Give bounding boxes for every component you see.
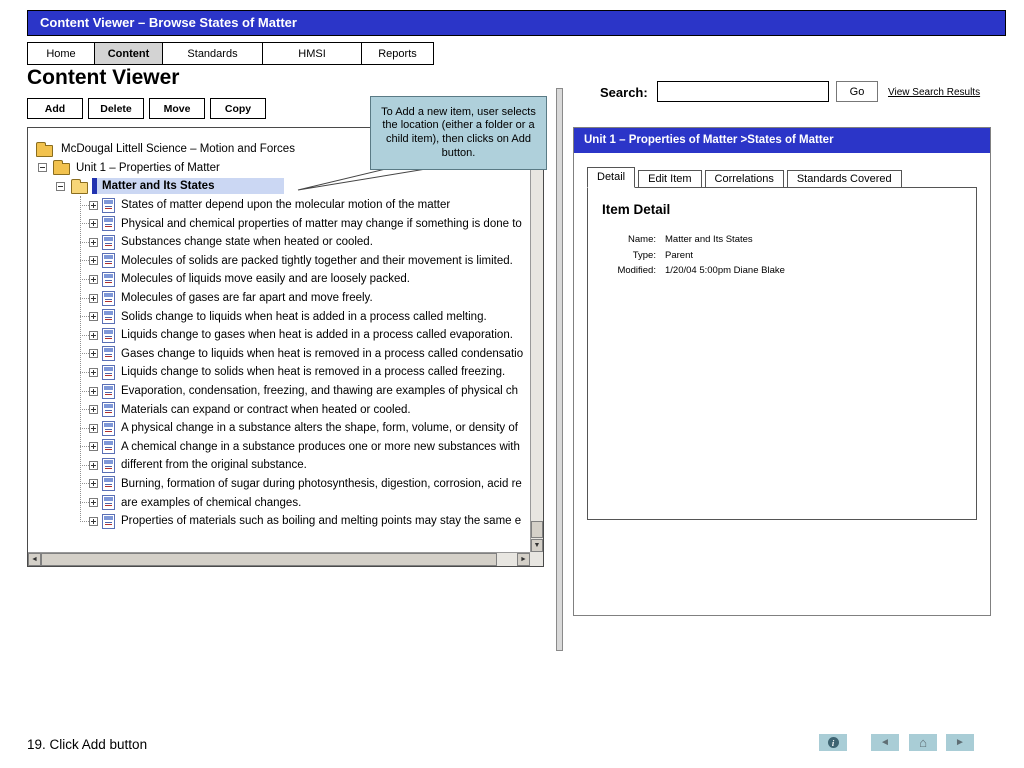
content-tree-panel	[27, 127, 544, 567]
tree-connector-stub	[80, 409, 89, 410]
scroll-right-button[interactable]: ►	[517, 553, 530, 566]
tree-item-row[interactable]	[28, 382, 530, 401]
nav-tab-bar	[27, 42, 434, 65]
tree-item-label: Solids change to liquids when heat is added in a process called melting.	[121, 310, 487, 323]
tree-item-row[interactable]	[28, 270, 530, 289]
detail-field-row	[586, 248, 785, 264]
tree-item-row[interactable]	[28, 252, 530, 271]
tab-content[interactable]: Content	[94, 42, 163, 65]
window-title: Content Viewer – Browse States of Matter	[40, 15, 297, 30]
field-value: Matter and Its States	[665, 234, 753, 246]
window-title-bar	[27, 10, 1006, 36]
expand-plus-icon[interactable]	[89, 368, 98, 377]
search-input[interactable]	[657, 81, 829, 102]
delete-button[interactable]: Delete	[88, 98, 144, 119]
folder-icon	[53, 163, 70, 175]
expand-plus-icon[interactable]	[89, 517, 98, 526]
tree-item-label: Liquids change to solids when heat is removed in a process called freezing.	[121, 366, 506, 379]
field-label: Type:	[632, 249, 656, 261]
tree-leaf-list	[28, 196, 530, 531]
tree-connector-stub	[80, 353, 89, 354]
tree-item-label: are examples of chemical changes.	[121, 496, 302, 509]
back-button[interactable]	[871, 734, 899, 751]
tree-item-label: different from the original substance.	[121, 459, 307, 472]
info-button[interactable]	[819, 734, 847, 751]
expand-plus-icon[interactable]	[89, 219, 98, 228]
expand-plus-icon[interactable]	[89, 424, 98, 433]
tree-item-row[interactable]	[28, 233, 530, 252]
horizontal-scrollbar[interactable]	[28, 552, 530, 566]
tree-item-row[interactable]	[28, 493, 530, 512]
tree-connector-stub	[80, 521, 89, 522]
add-button[interactable]: Add	[27, 98, 83, 119]
scroll-down-button[interactable]: ▼	[531, 539, 543, 552]
item-detail-title: Item Detail	[602, 202, 671, 217]
expand-plus-icon[interactable]	[89, 275, 98, 284]
tree-item-row[interactable]	[28, 326, 530, 345]
expand-plus-icon[interactable]	[89, 498, 98, 507]
tree-connector-stub	[80, 316, 89, 317]
document-icon	[102, 495, 115, 510]
expand-plus-icon[interactable]	[89, 294, 98, 303]
tree-item-label: A chemical change in a substance produces one or more new substances with	[121, 440, 520, 453]
tree-item-row[interactable]	[28, 512, 530, 531]
tree-item-label: Burning, formation of sugar during photosynthesis, digestion, corrosion, acid re	[121, 477, 522, 490]
item-detail-fields	[586, 232, 785, 279]
expand-plus-icon[interactable]	[89, 479, 98, 488]
document-icon	[102, 309, 115, 324]
detail-tab-correlations[interactable]: Correlations	[705, 170, 784, 188]
document-icon	[102, 346, 115, 361]
tree-connector-stub	[80, 279, 89, 280]
tree-item-label: Molecules of liquids move easily and are loosely packed.	[121, 273, 410, 286]
detail-field-row	[586, 263, 785, 279]
tree-connector-stub	[80, 446, 89, 447]
callout-text: To Add a new item, user selects the location (either a folder or a child item), then clicks on Add button.	[381, 105, 536, 159]
expand-plus-icon[interactable]	[89, 349, 98, 358]
search-label: Search:	[600, 85, 648, 100]
vertical-scrollbar[interactable]	[530, 128, 543, 552]
tree-item-label: Physical and chemical properties of matter may change if something is done to	[121, 217, 522, 230]
tree-item-row[interactable]	[28, 196, 530, 215]
expand-plus-icon[interactable]	[89, 461, 98, 470]
tree-item-row[interactable]	[28, 345, 530, 364]
tree-connector-stub	[80, 242, 89, 243]
forward-icon: ►	[955, 736, 965, 748]
document-icon	[102, 476, 115, 491]
detail-tab-edit-item[interactable]: Edit Item	[638, 170, 701, 188]
tree-item-label: Liquids change to gases when heat is added in a process called evaporation.	[121, 329, 513, 342]
tree-connector-stub	[80, 465, 89, 466]
scroll-left-button[interactable]: ◄	[28, 553, 41, 566]
tree-unit-label: Unit 1 – Properties of Matter	[76, 161, 220, 174]
callout-note	[370, 96, 547, 170]
vertical-scroll-thumb[interactable]	[531, 521, 543, 538]
info-icon: i	[828, 737, 839, 748]
back-icon: ◄	[880, 736, 890, 748]
forward-button[interactable]	[946, 734, 974, 751]
expand-plus-icon[interactable]	[89, 238, 98, 247]
tree-item-row[interactable]	[28, 475, 530, 494]
document-icon	[102, 291, 115, 306]
folder-icon	[36, 145, 53, 157]
tree-item-label: States of matter depend upon the molecular motion of the matter	[121, 199, 451, 212]
document-icon	[102, 514, 115, 529]
breadcrumb: Unit 1 – Properties of Matter >States of Matter	[584, 134, 834, 146]
document-icon	[102, 384, 115, 399]
tree-connector-stub	[80, 223, 89, 224]
detail-field-row	[586, 232, 785, 248]
horizontal-scroll-thumb[interactable]	[41, 553, 497, 566]
document-icon	[102, 328, 115, 343]
tab-hmsi[interactable]: HMSI	[262, 42, 362, 65]
callout-pointer	[290, 166, 440, 194]
expand-plus-icon[interactable]	[89, 442, 98, 451]
tree-item-label: A physical change in a substance alters the shape, form, volume, or density of	[121, 422, 518, 435]
document-icon	[102, 253, 115, 268]
tree-item-label: Substances change state when heated or cooled.	[121, 236, 373, 249]
home-button[interactable]	[909, 734, 937, 751]
document-icon	[102, 198, 115, 213]
home-icon: ⌂	[919, 735, 927, 750]
tab-home[interactable]: Home	[27, 42, 95, 65]
tree-connector-stub	[80, 260, 89, 261]
document-icon	[102, 365, 115, 380]
tree-item-label: Gases change to liquids when heat is removed in a process called condensatio	[121, 347, 524, 360]
copy-button[interactable]: Copy	[210, 98, 266, 119]
panel-divider	[556, 88, 563, 651]
tree-item-label: Molecules of solids are packed tightly together and their movement is limited.	[121, 254, 513, 267]
tree-connector-stub	[80, 428, 89, 429]
tree-item-row[interactable]	[28, 400, 530, 419]
field-label: Modified:	[617, 265, 656, 277]
tab-reports[interactable]: Reports	[361, 42, 434, 65]
document-icon	[102, 272, 115, 287]
expand-plus-icon[interactable]	[89, 331, 98, 340]
tree-item-label: Properties of materials such as boiling and melting points may stay the same e	[121, 515, 522, 528]
expand-plus-icon[interactable]	[89, 256, 98, 265]
tab-standards[interactable]: Standards	[162, 42, 263, 65]
field-label: Name:	[628, 234, 656, 246]
go-button[interactable]: Go	[836, 81, 878, 102]
tree-connector-stub	[80, 502, 89, 503]
detail-tab-standards-covered[interactable]: Standards Covered	[787, 170, 902, 188]
tree-item-row[interactable]	[28, 214, 530, 233]
document-icon	[102, 235, 115, 250]
tree-connector-stub	[80, 483, 89, 484]
tree-root-label: McDougal Littell Science – Motion and Forces	[61, 143, 295, 156]
detail-tab-bar	[587, 167, 905, 188]
tree-connector-stub	[80, 335, 89, 336]
tree-connector-stub	[80, 298, 89, 299]
selected-item-label: Matter and Its States	[92, 178, 284, 194]
collapse-minus-icon[interactable]	[56, 182, 65, 191]
document-icon	[102, 421, 115, 436]
page-title: Content Viewer	[27, 66, 180, 89]
step-instruction: 19. Click Add button	[27, 737, 148, 752]
tree-item-row[interactable]	[28, 289, 530, 308]
tree-item-row[interactable]	[28, 438, 530, 457]
tree-item-row[interactable]	[28, 307, 530, 326]
tree-item-row[interactable]	[28, 363, 530, 382]
expand-plus-icon[interactable]	[89, 405, 98, 414]
tree-connector-stub	[80, 391, 89, 392]
move-button[interactable]: Move	[149, 98, 205, 119]
tree-connector-stub	[80, 205, 89, 206]
tree-item-label: Evaporation, condensation, freezing, and thawing are examples of physical ch	[121, 385, 518, 398]
open-folder-icon	[71, 182, 88, 194]
field-value: 1/20/04 5:00pm Diane Blake	[665, 265, 785, 277]
tree-item-row[interactable]	[28, 456, 530, 475]
document-icon	[102, 458, 115, 473]
expand-plus-icon[interactable]	[89, 312, 98, 321]
tree-connector-stub	[80, 372, 89, 373]
tree-selected-row[interactable]	[28, 177, 530, 196]
detail-panel-header	[574, 128, 990, 153]
expand-plus-icon[interactable]	[89, 201, 98, 210]
tree-item-label: Materials can expand or contract when heated or cooled.	[121, 403, 411, 416]
detail-panel	[573, 127, 991, 616]
document-icon	[102, 216, 115, 231]
document-icon	[102, 402, 115, 417]
collapse-minus-icon[interactable]	[38, 163, 47, 172]
tree-item-label: Molecules of gases are far apart and move freely.	[121, 292, 373, 305]
tree-item-row[interactable]	[28, 419, 530, 438]
tree-content	[28, 128, 530, 552]
detail-tab-detail[interactable]: Detail	[587, 167, 635, 188]
scrollbar-corner	[530, 552, 543, 566]
expand-plus-icon[interactable]	[89, 387, 98, 396]
view-search-results-link[interactable]: View Search Results	[888, 87, 981, 98]
field-value: Parent	[665, 249, 693, 261]
tree-toolbar	[27, 98, 266, 119]
document-icon	[102, 439, 115, 454]
